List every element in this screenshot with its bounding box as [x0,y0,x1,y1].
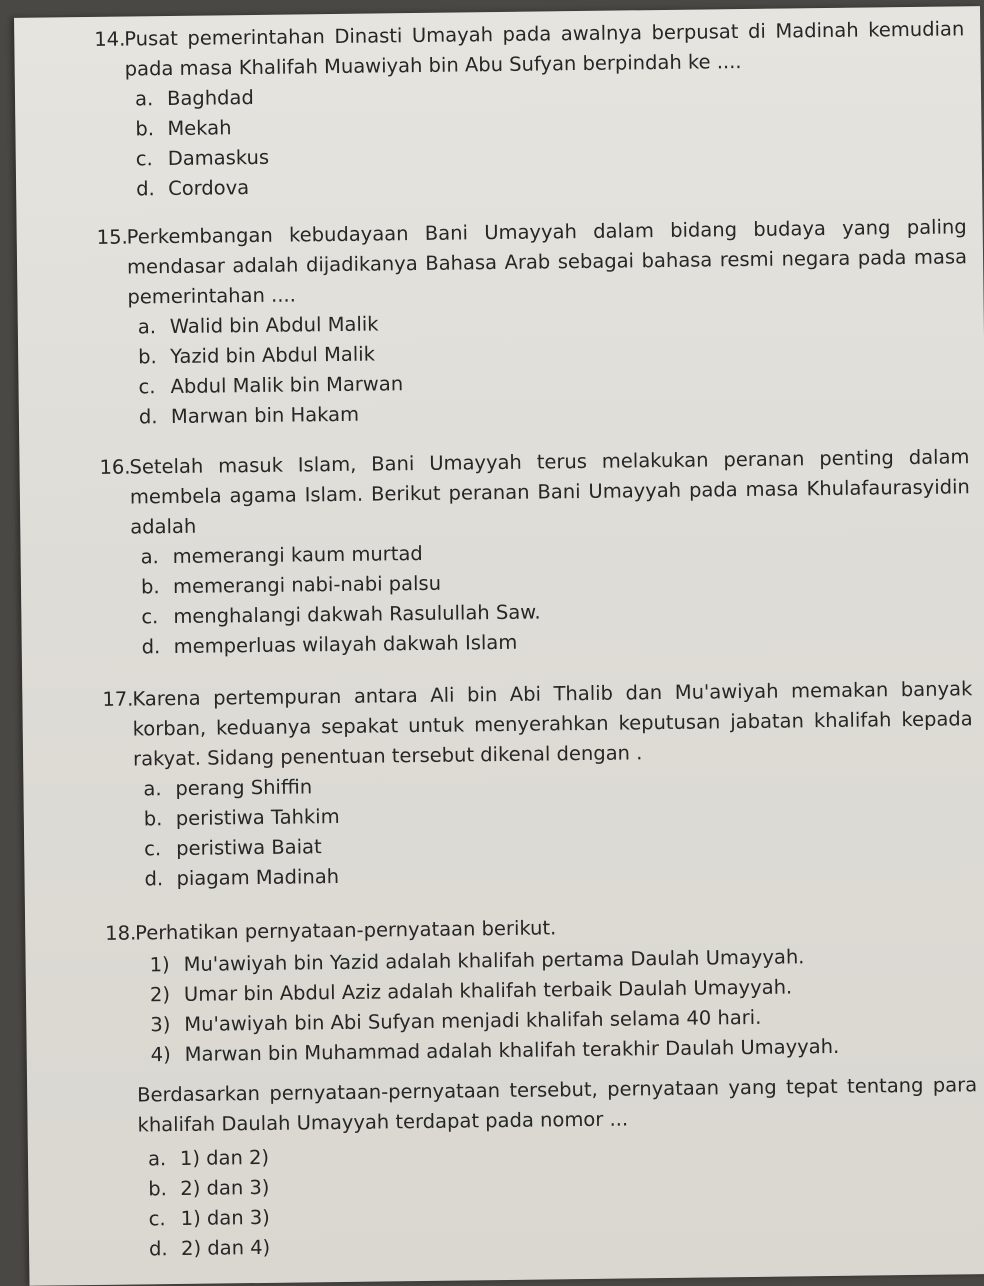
question-followup: Berdasarkan pernyataan-pernyataan tersebut, pernyataan yang tepat tentang para khalifah Daulah Umayyah terdapat pada nomor ... [137,1073,978,1137]
question-text: Perhatikan pernyataan-pernyataan berikut. [135,916,557,945]
statement-number: 1) [149,953,170,977]
option-text: 1) dan 3) [180,1205,270,1230]
option-letter: a. [134,87,154,111]
option-letter: a. [147,1147,167,1171]
question-18 [105,908,979,1264]
option-text: 2) dan 4) [180,1235,271,1260]
question-number: 14. [94,27,126,51]
option-letter: c. [148,1207,166,1231]
statement-text: Marwan bin Muhammad adalah khalifah terakhir Daulah Umayyah. [184,1034,840,1066]
option-text: Mekah [167,116,232,141]
question-16 [99,442,972,662]
question-number: 18. [105,921,137,945]
option-text: memerangi kaum murtad [172,541,423,569]
option-letter: c. [138,375,156,399]
option-letter: c. [141,605,159,629]
option-text: Damaskus [167,145,270,171]
statement-number: 3) [150,1013,171,1037]
paper-sheet [14,6,984,1286]
question-stem [96,212,968,312]
option-letter: b. [135,117,155,141]
option-letter: d. [135,177,155,201]
option-text: peristiwa Tahkim [175,804,340,830]
option-text: piagam Madinah [176,864,340,890]
statement-text: Mu'awiyah bin Yazid adalah khalifah pertama Daulah Umayyah. [183,945,805,976]
option-text: Marwan bin Hakam [170,402,360,429]
option-text: 1) dan 2) [179,1145,270,1170]
question-text: Karena pertempuran antara Ali bin Abi Thalib dan Mu'awiyah memakan banyak korban, keduanya sepakat untuk menyerahkan keputusan jabatan khalifah kepada rakyat. Sidang penentuan tersebut dikenal dengan . [132,677,973,771]
question-stem [99,442,970,542]
option-letter: a. [143,777,162,801]
question-stem [102,674,973,774]
option-letter: b. [148,1177,168,1201]
option-text: Walid bin Abdul Malik [169,312,379,339]
statement-list [149,940,976,1070]
option-text: Abdul Malik bin Marwan [170,372,404,399]
option-list [125,74,966,204]
question-text: Pusat pemerintahan Dinasti Umayah pada awalnya berpusat di Madinah kemudian pada masa Khalifah Muawiyah bin Abu Sufyan berpindah ke .... [124,17,965,81]
question-17 [102,674,975,894]
question-number: 16. [99,455,131,479]
option-letter: d. [141,635,161,659]
question-list [94,14,979,1284]
option-text: 2) dan 3) [180,1175,270,1200]
option-letter: b. [143,807,163,831]
option-text: peristiwa Baiat [176,835,322,860]
statement-text: Mu'awiyah bin Abi Sufyan menjadi khalifah selama 40 hari. [184,1005,762,1036]
option-letter: a. [140,545,159,569]
option-letter: d. [148,1237,168,1261]
option-text: menghalangi dakwah Rasulullah Saw. [173,600,541,628]
option-list [128,302,969,432]
option-letter: c. [135,147,153,171]
option-letter: d. [138,405,158,429]
statement-number: 4) [150,1043,171,1067]
option-letter: b. [138,345,157,369]
option-letter: b. [140,575,160,599]
question-stem [94,14,965,84]
statement-number: 2) [149,983,171,1007]
option-list [138,1134,979,1264]
option-list [130,532,971,662]
question-number: 17. [102,687,134,711]
option-letter: a. [137,315,157,339]
question-14 [94,14,966,204]
option-text: memperluas wilayah dakwah Islam [173,630,518,658]
option-text: memerangi nabi-nabi palsu [172,571,442,599]
option-text: Yazid bin Abdul Malik [170,342,376,369]
option-letter: d. [144,867,164,891]
option-letter: c. [144,837,162,861]
question-text: Perkembangan kebudayaan Bani Umayyah dalam bidang budaya yang paling mendasar adalah dijadikanya Bahasa Arab sebagai bahasa resmi negara pada masa pemerintahan .... [126,215,968,309]
question-number: 15. [96,225,128,249]
option-text: perang Shiffin [175,775,313,800]
question-15 [96,212,970,432]
question-text: Setelah masuk Islam, Bani Umayyah terus melakukan peranan penting dalam membela agama Islam. Berikut peranan Bani Umayyah pada masa Khulafaurasyidin adalah [129,445,970,539]
option-list [133,764,974,894]
option-text: Baghdad [166,85,254,111]
option-text: Cordova [167,176,250,201]
statement-text: Umar bin Abdul Aziz adalah khalifah terbaik Daulah Umayyah. [183,975,793,1006]
